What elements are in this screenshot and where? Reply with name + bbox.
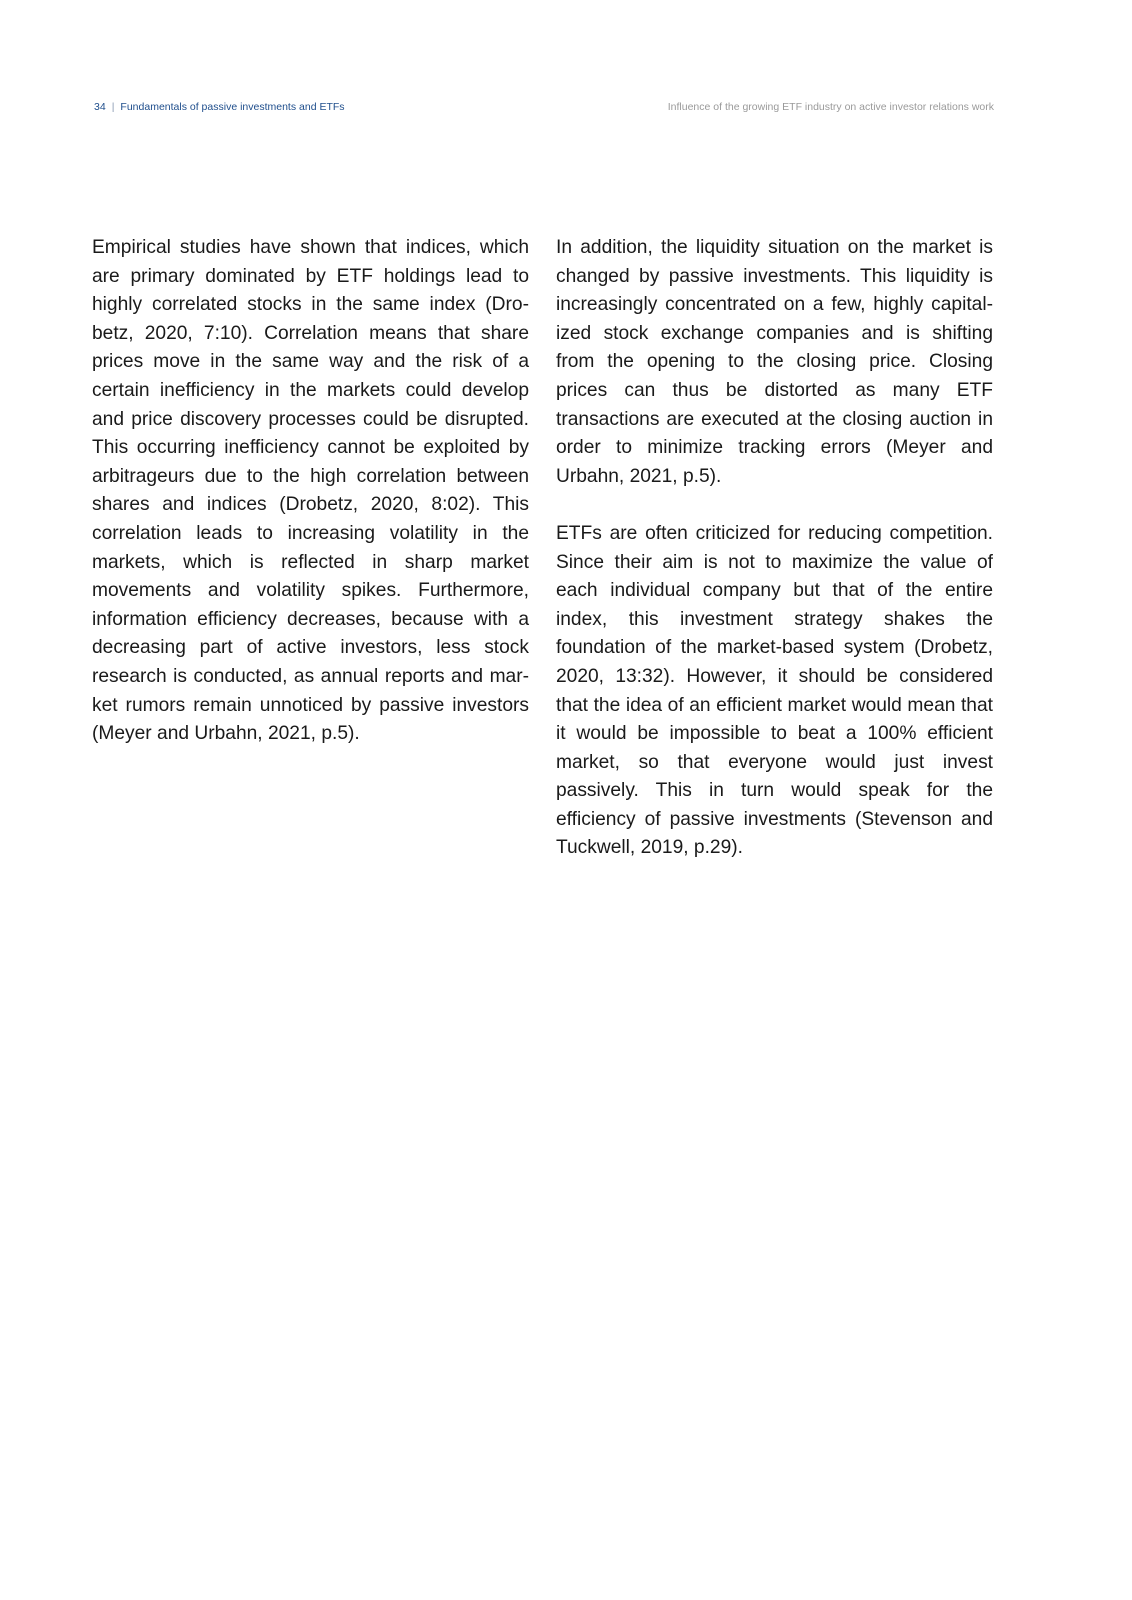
right-column bbox=[556, 234, 993, 863]
section-title: Fundamentals of passive investments and ETFs bbox=[120, 101, 345, 113]
document-title: Influence of the growing ETF industry on active investor relations work bbox=[667, 101, 994, 113]
page-number: 34 bbox=[94, 101, 106, 113]
body-columns bbox=[92, 234, 993, 863]
left-paragraph-1: Empirical studies have shown that indices, which are primary dominated by ETF holdings lead to highly correlated stocks in the same index (Drobetz, 2020, 7:10). Correlation means that share prices move in the same way and the risk of a certain inefficiency in the markets could develop and price discovery processes could be disrupted. This occurring inefficiency cannot be exploited by arbitrageurs due to the high correlation between shares and indices (Drobetz, 2020, 8:02). This correlation leads to increasing volatility in the markets, which is reflected in sharp market movements and volatility spikes. Furthermore, information efficiency decreases, because with a decreasing part of active investors, less stock research is conducted, as annual reports and market rumors remain unnoticed by passive investors (Meyer and Urbahn, 2021, p.5). bbox=[92, 237, 529, 745]
right-paragraph-2: ETFs are often criticized for reducing competition. Since their aim is not to maximize the value of each individual company but that of the entire index, this investment strategy shakes the foundation of the market-based system (Drobetz, 2020, 13:32). However, it should be considered that the idea of an efficient market would mean that it would be impossible to beat a 100% efficient market, so that everyone would just invest passively. This in turn would speak for the efficiency of passive investments (Stevenson and Tuckwell, 2019, p.29). bbox=[556, 522, 993, 859]
header-left bbox=[94, 99, 345, 115]
header-separator: | bbox=[111, 101, 115, 113]
page-header bbox=[94, 99, 994, 115]
right-paragraph-1: In addition, the liquidity situation on the market is changed by passive investments. This liquidity is increasingly concentrated on a few, highly capitalized stock exchange companies and is shifting from the opening to the closing price. Closing prices can thus be distorted as many ETF transactions are executed at the closing auction in order to minimize tracking errors (Meyer and Urbahn, 2021, p.5). bbox=[556, 237, 993, 487]
left-column bbox=[92, 234, 529, 863]
